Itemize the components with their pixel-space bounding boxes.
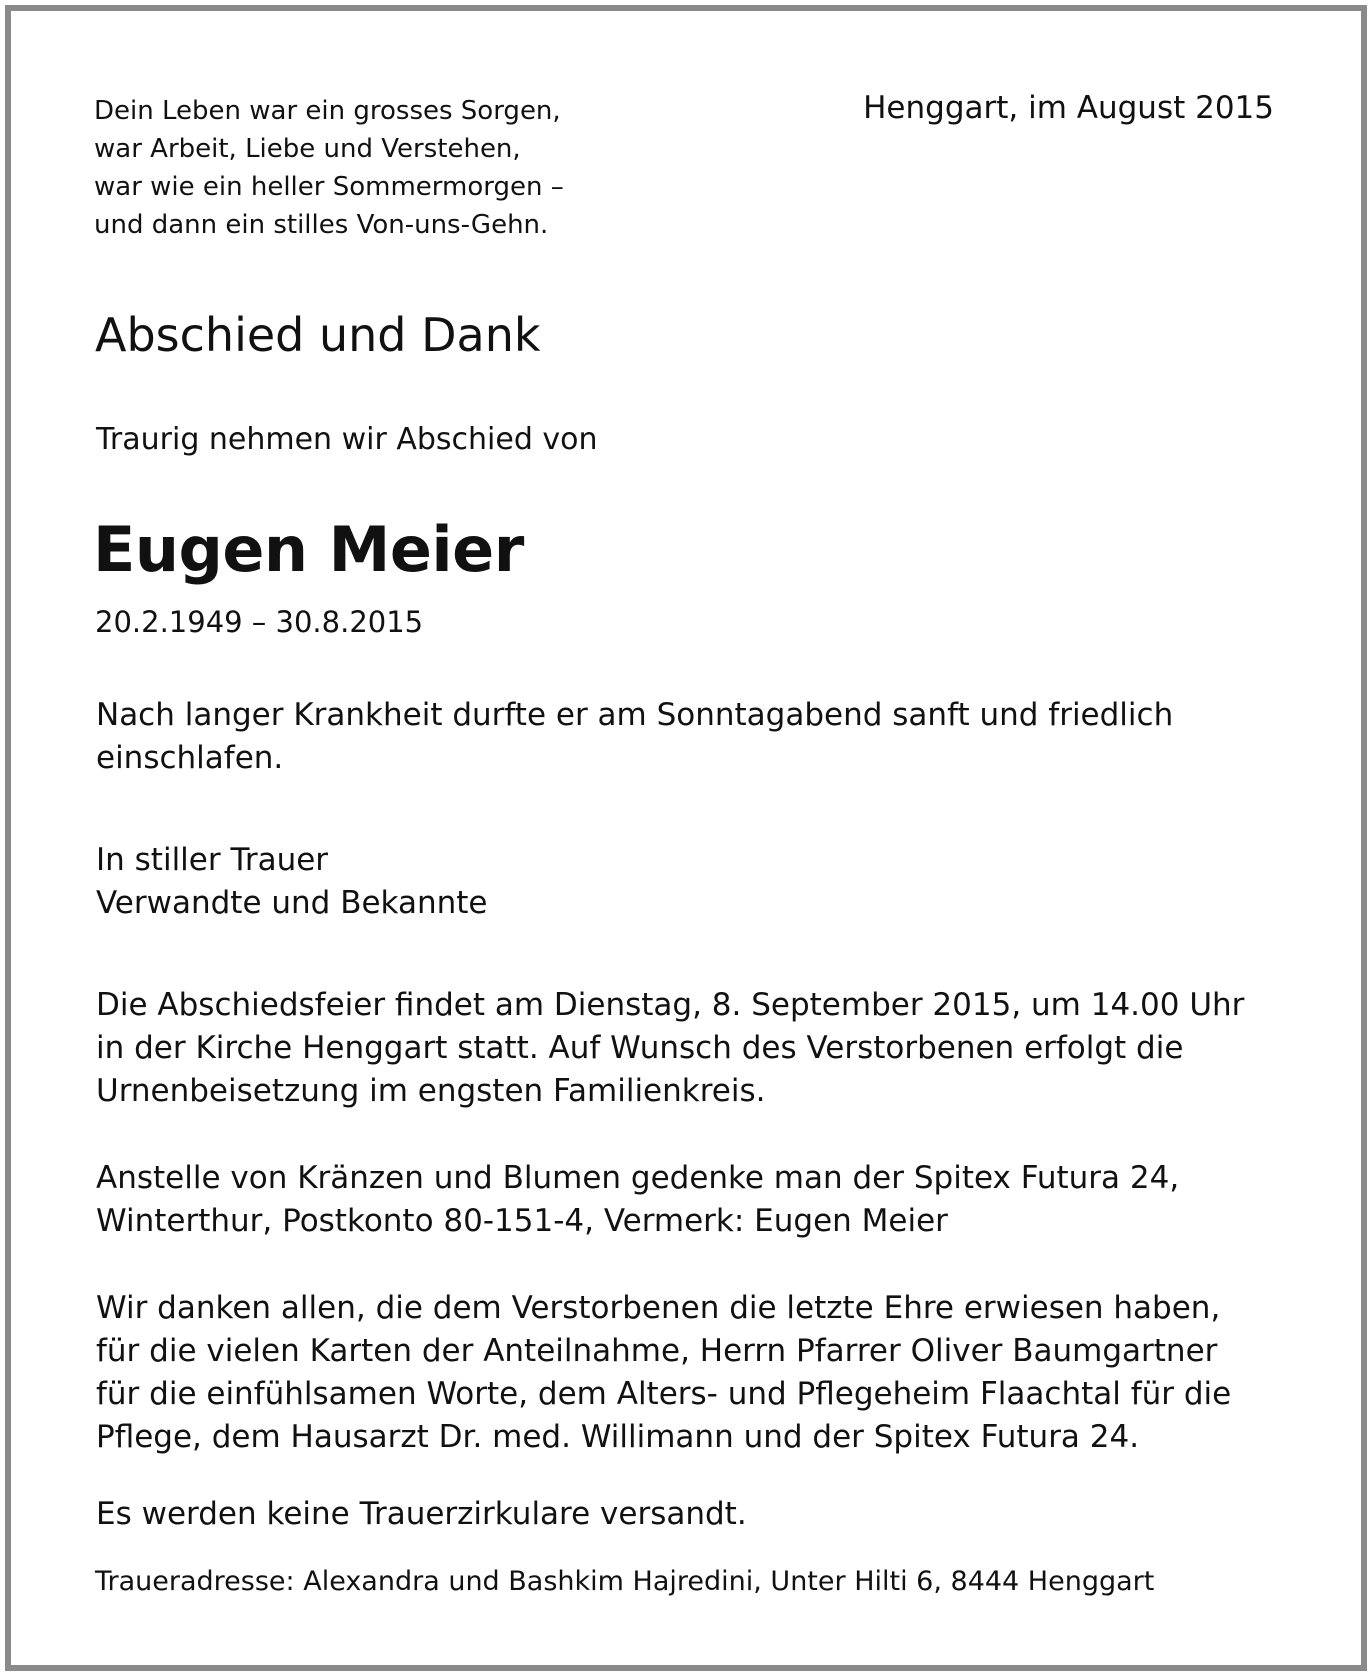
- paragraph-line: Die Abschiedsfeier findet am Dienstag, 8. September 2015, um 14.00 Uhr: [96, 987, 1245, 1023]
- poem-line: und dann ein stilles Von-uns-Gehn.: [94, 210, 549, 240]
- paragraph-line: Es werden keine Trauerzirkulare versandt.: [96, 1496, 747, 1532]
- deceased-name: Eugen Meier: [93, 513, 524, 586]
- paragraph-line: für die vielen Karten der Anteilnahme, Herrn Pfarrer Oliver Baumgartner: [96, 1333, 1218, 1369]
- notice-heading: Abschied und Dank: [95, 308, 541, 362]
- paragraph-line: Anstelle von Kränzen und Blumen gedenke man der Spitex Futura 24,: [96, 1160, 1180, 1196]
- paragraph-line: Pflege, dem Hausarzt Dr. med. Willimann und der Spitex Futura 24.: [96, 1419, 1140, 1455]
- paragraph-line: Nach langer Krankheit durfte er am Sonntagabend sanft und friedlich: [96, 697, 1174, 733]
- paragraph-line: in der Kirche Henggart statt. Auf Wunsch des Verstorbenen erfolgt die: [96, 1030, 1184, 1066]
- paragraph-line: einschlafen.: [96, 740, 284, 776]
- life-dates: 20.2.1949 – 30.8.2015: [95, 605, 424, 639]
- mourners-signature: [96, 839, 1306, 925]
- poem-line: Dein Leben war ein grosses Sorgen,: [94, 96, 561, 126]
- service-paragraph: [96, 984, 1306, 1113]
- place-date: Henggart, im August 2015: [863, 90, 1274, 126]
- poem-line: war wie ein heller Sommermorgen –: [94, 172, 564, 202]
- paragraph-line: Urnenbeisetzung im engsten Familienkreis.: [96, 1073, 766, 1109]
- death-notice-paragraph: [96, 694, 1306, 780]
- paragraph-line: Winterthur, Postkonto 80-151-4, Vermerk: Eugen Meier: [96, 1203, 948, 1239]
- memorial-poem: [94, 92, 564, 244]
- donation-paragraph: [96, 1157, 1306, 1243]
- thanks-paragraph: [96, 1287, 1306, 1459]
- paragraph-line: In stiller Trauer: [96, 842, 329, 878]
- poem-line: war Arbeit, Liebe und Verstehen,: [94, 134, 521, 164]
- paragraph-line: für die einfühlsamen Worte, dem Alters- und Pflegeheim Flaachtal für die: [96, 1376, 1232, 1412]
- paragraph-line: Wir danken allen, die dem Verstorbenen die letzte Ehre erwiesen haben,: [96, 1290, 1221, 1326]
- paragraph-line: Verwandte und Bekannte: [96, 885, 488, 921]
- intro-line: Traurig nehmen wir Abschied von: [96, 422, 598, 457]
- circulars-note: [96, 1493, 1306, 1536]
- mourning-address: Traueradresse: Alexandra und Bashkim Hajredini, Unter Hilti 6, 8444 Henggart: [95, 1566, 1155, 1597]
